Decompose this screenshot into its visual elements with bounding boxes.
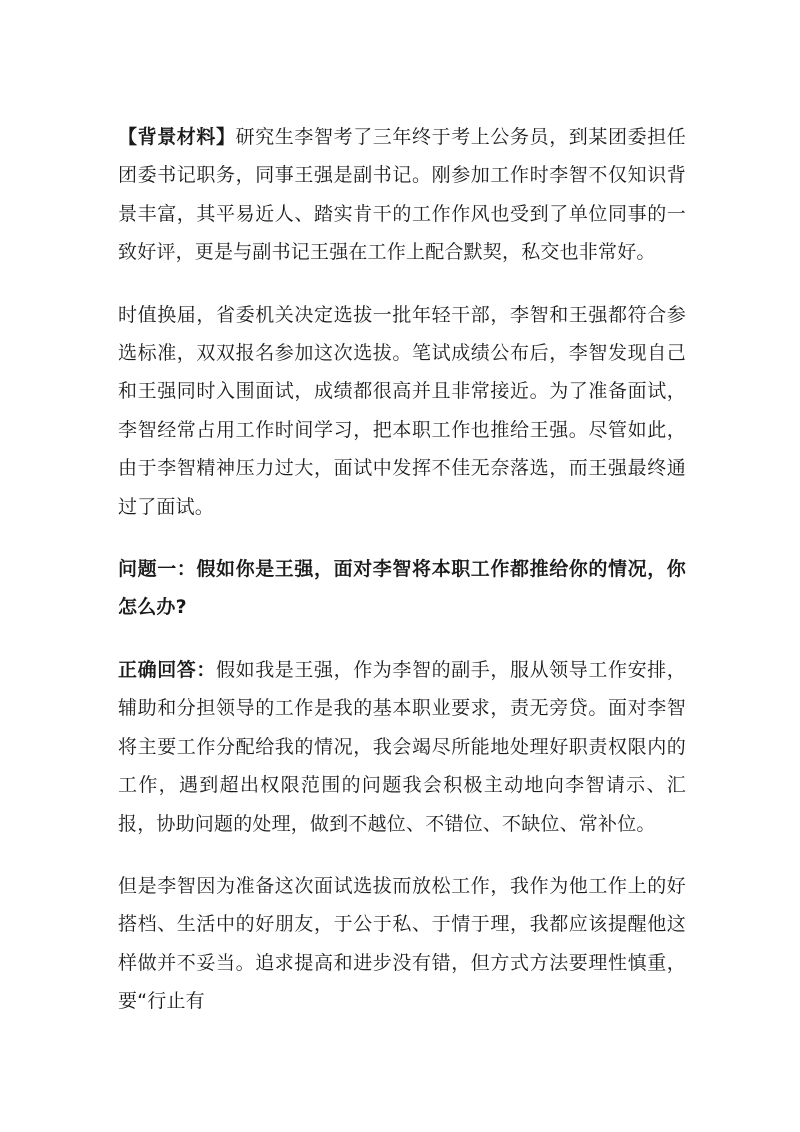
background-paragraph [118, 118, 686, 272]
answer-label: 正确回答： [118, 658, 216, 681]
question-heading: 问题一：假如你是王强，面对李智将本职工作都推给你的情况，你怎么办? [118, 558, 686, 619]
background-text: 研究生李智考了三年终于考上公务员，到某团委担任团委书记职务，同事王强是副书记。刚参加工作时李智不仅知识背景丰富，其平易近人、踏实肯干的工作作风也受到了单位同事的一致好评，更是与副书记王强在工作上配合默契，私交也非常好。 [118, 126, 687, 264]
document-page [118, 118, 686, 1045]
background-label: 【背景材料】 [118, 126, 236, 148]
situation-paragraph: 时值换届，省委机关决定选拔一批年轻干部，李智和王强都符合参选标准，双双报名参加这次选拔。笔试成绩公布后，李智发现自己和王强同时入围面试，成绩都很高并且非常接近。为了准备面试，李智经常占用工作时间学习，把本职工作也推给王强。尽管如此，由于李智精神压力过大，面试中发挥不佳无奈落选，而王强最终通过了面试。 [118, 303, 686, 518]
continuation-paragraph: 但是李智因为准备这次面试选拔而放松工作，我作为他工作上的好搭档、生活中的好朋友，于公于私、于情于理，我都应该提醒他这样做并不妥当。追求提高和进步没有错，但方式方法要理性慎重，要“行止有 [118, 874, 686, 1013]
answer-text: 假如我是王强，作为李智的副手，服从领导工作安排，辅助和分担领导的工作是我的基本职业要求，责无旁贷。面对李智将主要工作分配给我的情况，我会竭尽所能地处理好职责权限内的工作，遇到超出权限范围的问题我会积极主动地向李智请示、汇报，协助问题的处理，做到不越位、不错位、不缺位、常补位。 [118, 658, 686, 835]
answer-paragraph [118, 651, 686, 843]
